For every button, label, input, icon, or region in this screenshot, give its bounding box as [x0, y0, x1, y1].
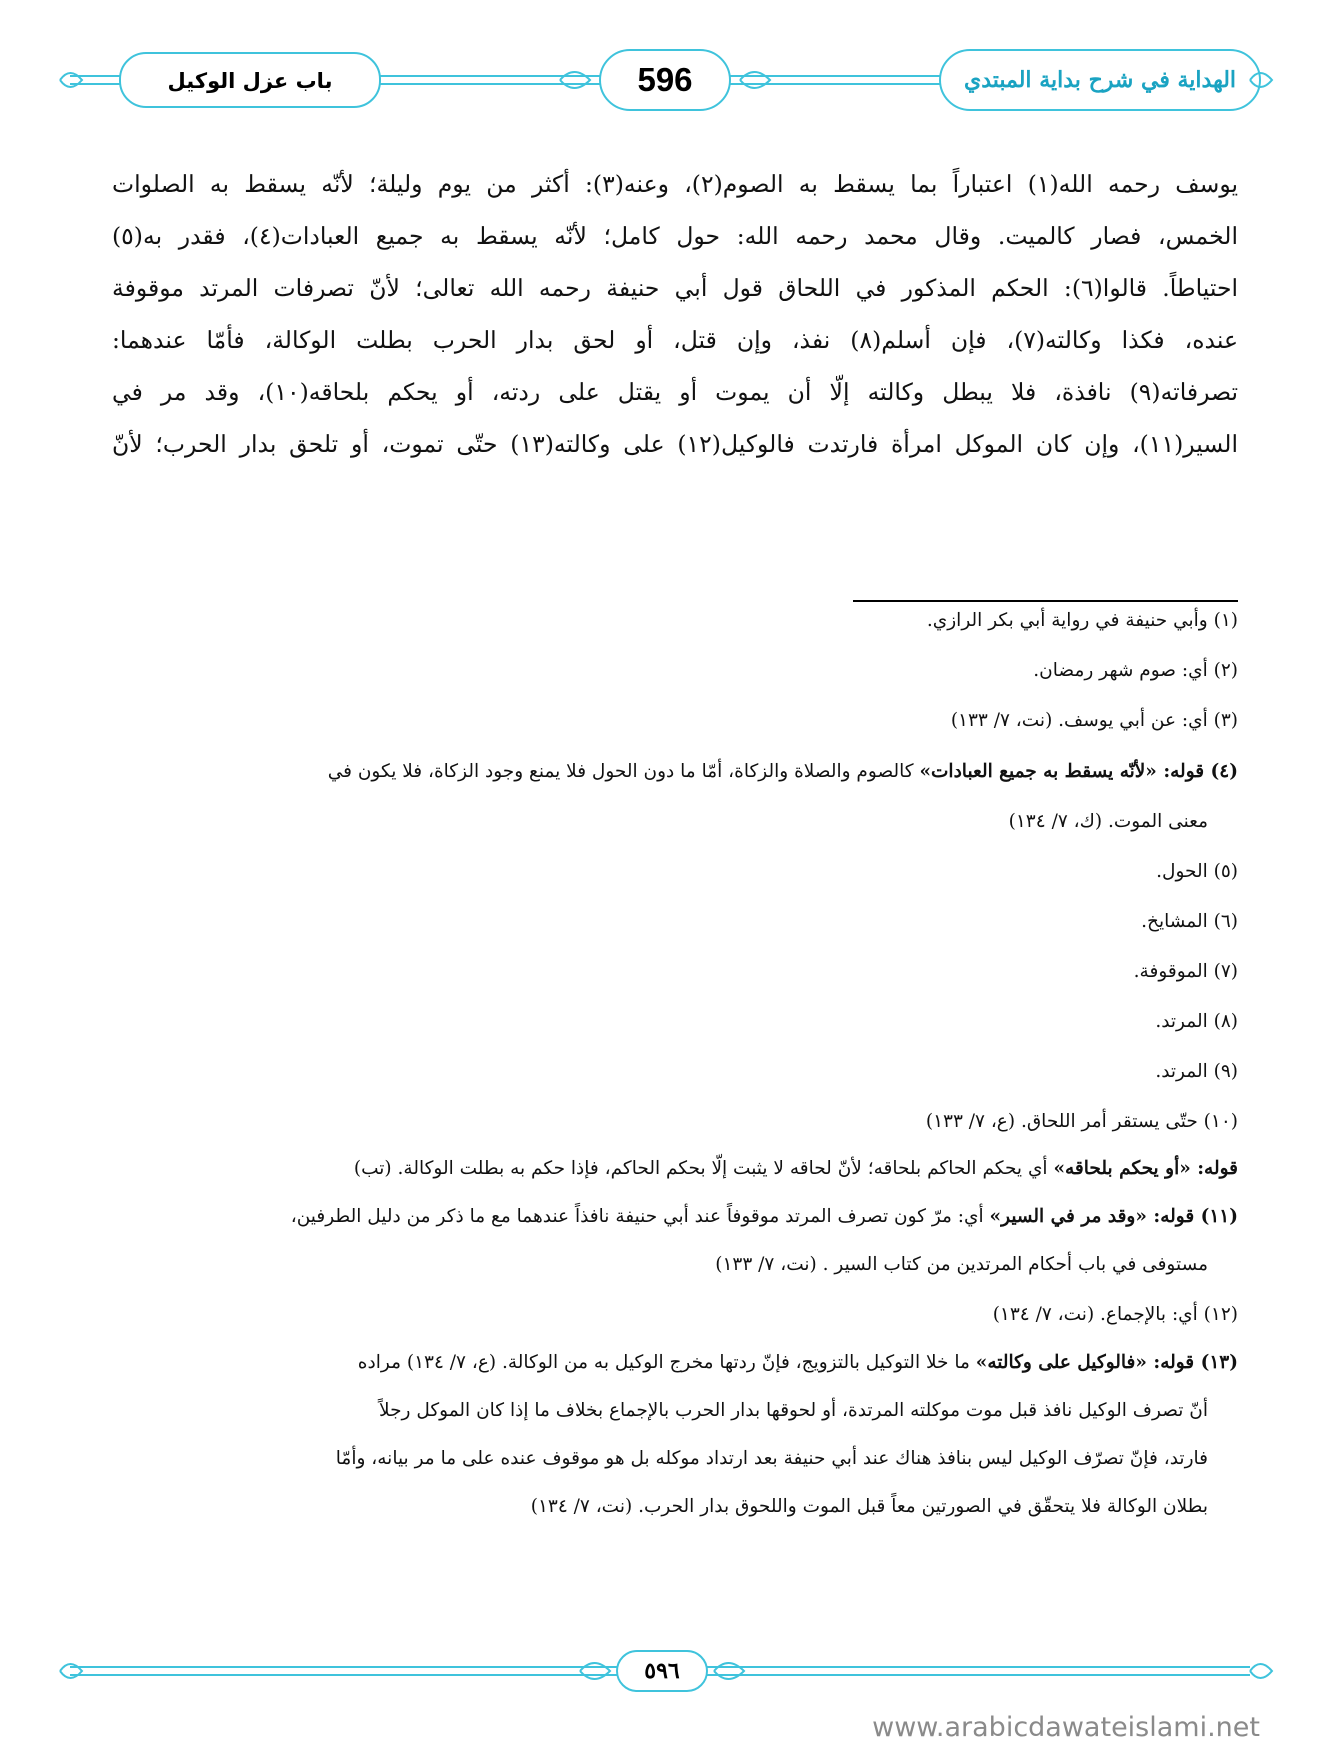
footnote-4 — [328, 761, 1238, 782]
footnote-4-line2: معنى الموت. (ك، ٧/ ١٣٤) — [1008, 811, 1208, 832]
footnote-10: (١٠) حتّى يستقر أمر اللحاق. (ع، ٧/ ١٣٣) — [925, 1111, 1238, 1132]
main-line: تصرفاته(٩) نافذة، فلا يبطل وكالته إلّا أن يموت أو يقتل على ردته، أو يحكم بلحاقه(١٠)، وقد مر في — [112, 378, 1238, 406]
footnote-13-head: (١٣) قوله: «فالوكيل على وكالته» — [975, 1352, 1238, 1373]
footnote-4-rest: كالصوم والصلاة والزكاة، أمّا ما دون الحول فلا يمنع وجود الزكاة، فلا يكون في — [327, 761, 920, 782]
footnote-9: (٩) المرتد. — [1155, 1061, 1238, 1082]
footnote-8: (٨) المرتد. — [1155, 1011, 1238, 1032]
footnote-13-line3: فارتد، فإنّ تصرّف الوكيل ليس بنافذ هناك عند أبي حنيفة بعد ارتداد موكله بل هو موقوف عنده على ما مر بيانه، وأمّا — [335, 1448, 1208, 1469]
footnote-12: (١٢) أي: بالإجماع. (نت، ٧/ ١٣٤) — [992, 1304, 1238, 1325]
footnote-13-rest: ما خلا التوكيل بالتزويج، فإنّ ردتها مخرج الوكيل به من الوكالة. (ع، ٧/ ١٣٤) مراده — [357, 1352, 976, 1373]
footnote-separator — [853, 600, 1238, 602]
footnote-11 — [291, 1206, 1238, 1227]
footnote-13-line2: أنّ تصرف الوكيل نافذ قبل موت موكلته المرتدة، أو لحوقها بدار الحرب بالإجماع بخلاف ما إذا كان الموكل رجلاً — [379, 1400, 1208, 1421]
main-line: الخمس، فصار كالميت. وقال محمد رحمه الله: حول كامل؛ لأنّه يسقط به جميع العبادات(٤)، فقدر به(٥) — [112, 222, 1238, 250]
footnote-5: (٥) الحول. — [1156, 861, 1238, 882]
footnote-10-commentary-rest: أي يحكم الحاكم بلحاقه؛ لأنّ لحاقه لا يثبت إلّا بحكم الحاكم، فإذا حكم به بطلت الوكالة. (تب) — [353, 1158, 1054, 1179]
watermark-url: www.arabicdawateislami.net — [872, 1712, 1260, 1743]
footnote-4-head: (٤) قوله: «لأنّه يسقط به جميع العبادات» — [919, 761, 1238, 782]
footnote-7: (٧) الموقوفة. — [1133, 961, 1238, 982]
chapter-title: باب عزل الوكيل — [167, 69, 333, 93]
footnote-13-line4: بطلان الوكالة فلا يتحقّق في الصورتين معاً قبل الموت واللحوق بدار الحرب. (نت، ٧/ ١٣٤) — [530, 1496, 1208, 1517]
footnote-13 — [358, 1352, 1238, 1373]
main-line: يوسف رحمه الله(١) اعتباراً بما يسقط به الصوم(٢)، وعنه(٣): أكثر من يوم وليلة؛ لأنّه يسقط به الصلوات — [112, 170, 1238, 198]
footnote-11-line2: مستوفى في باب أحكام المرتدين من كتاب السير . (نت، ٧/ ١٣٣) — [715, 1254, 1208, 1275]
footnote-11-rest: أي: مرّ كون تصرف المرتد موقوفاً عند أبي حنيفة نافذاً عندهما مع ما ذكر من دليل الطرفين، — [290, 1206, 990, 1227]
footnote-1: (١) وأبي حنيفة في رواية أبي بكر الرازي. — [926, 610, 1238, 631]
page-number: 596 — [637, 61, 693, 98]
footnote-10-commentary-head: قوله: «أو يحكم بلحاقه» — [1053, 1158, 1238, 1179]
main-text — [112, 158, 1238, 470]
footer-page-number: ٥٩٦ — [644, 1658, 680, 1684]
footnote-10-commentary — [354, 1158, 1238, 1179]
footnote-2: (٢) أي: صوم شهر رمضان. — [1033, 660, 1238, 681]
footnote-3: (٣) أي: عن أبي يوسف. (نت، ٧/ ١٣٣) — [950, 710, 1238, 731]
footnote-6: (٦) المشايخ. — [1141, 911, 1238, 932]
main-line: عنده، فكذا وكالته(٧)، فإن أسلم(٨) نفذ، وإن قتل، أو لحق بدار الحرب بطلت الوكالة، فأمّا عندهما: — [112, 326, 1238, 354]
main-line: السير(١١)، وإن كان الموكل امرأة فارتدت فالوكيل(١٢) على وكالته(١٣) حتّى تموت، أو تلحق بدار الحرب؛ لأنّ — [112, 430, 1238, 458]
book-title: الهداية في شرح بداية المبتدي — [963, 67, 1237, 93]
main-line: احتياطاً. قالوا(٦): الحكم المذكور في اللحاق قول أبي حنيفة رحمه الله تعالى؛ لأنّ تصرفات المرتد موقوفة — [112, 274, 1238, 302]
footnote-11-head: (١١) قوله: «وقد مر في السير» — [989, 1206, 1238, 1227]
